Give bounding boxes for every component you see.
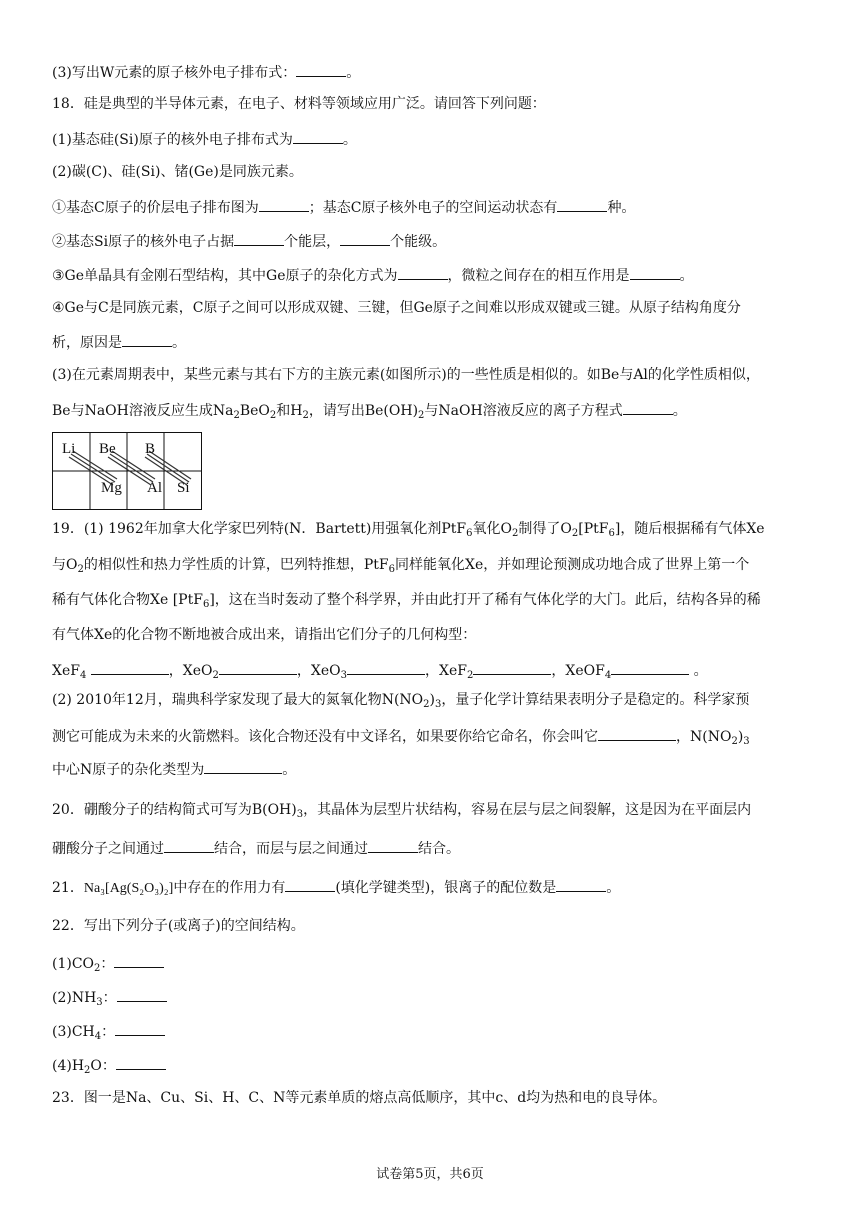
element-al: Al: [147, 480, 162, 496]
element-b: B: [145, 441, 156, 457]
periodic-table-figure: [52, 432, 202, 510]
page-footer: 试卷第5页，共6页: [376, 1167, 484, 1182]
q18-part2c: ③Ge单晶具有金刚石型结构，其中Ge原子的杂化方式为 ，微粒之间存在的相互作用是 。: [52, 264, 812, 286]
answer-blank[interactable]: [296, 61, 346, 77]
q18-part2: (2)碳(C)、硅(Si)、锗(Ge)是同族元素。: [52, 164, 303, 180]
q19-line8: 中心N原子的杂化类型为 。: [52, 758, 812, 780]
q17-part3: (3)写出W元素的原子核外电子排布式： 。: [52, 61, 812, 83]
q19-line5: XeF$_4$ ，XeO$_2$ ，XeO$_3$ ，XeF$_2$ ，XeOF$_4$ 。: [52, 659, 812, 681]
q23-line: 23．图一是Na、Cu、Si、H、C、N等元素单质的熔点高低顺序，其中c、d均为热和电的良导体。: [52, 1090, 667, 1106]
answer-blank[interactable]: [623, 399, 673, 415]
element-li: Li: [62, 441, 76, 457]
answer-blank-hybridization[interactable]: [204, 758, 282, 774]
answer-blank[interactable]: [259, 196, 309, 212]
element-si: Si: [177, 480, 190, 496]
answer-blank[interactable]: [285, 876, 335, 892]
q19-line2: 与$O_2$的相似性和热力学性质的计算，巴列特推想，PtF$_6$同样能氧化Xe，并如理论预测成功地合成了世界上第一个: [52, 557, 750, 575]
q19-line1: 19．(1) 1962年加拿大化学家巴列特(N．Bartett)用强氧化剂PtF$_6$氧化$O_2$制得了$O_2[PtF_6]$，随后根据稀有气体Xe: [52, 521, 765, 539]
answer-blank-xeof4[interactable]: [611, 659, 689, 675]
q18-part2d-line2: 析，原因是 。: [52, 331, 812, 353]
q19-line3: 稀有气体化合物Xe [PtF$_6$]，这在当时轰动了整个科学界，并由此打开了稀有气体化学的大门。此后，结构各异的稀: [52, 592, 761, 610]
answer-blank[interactable]: [368, 837, 418, 853]
answer-blank[interactable]: [164, 837, 214, 853]
answer-blank[interactable]: [114, 952, 164, 968]
q21-line: 21．Na₃[Ag(S₂O₃)₂]中存在的作用力有 (填化学键类型)，银离子的配位数是 。: [52, 876, 812, 899]
answer-blank[interactable]: [398, 264, 448, 280]
answer-blank[interactable]: [115, 1020, 165, 1036]
answer-blank-xef2[interactable]: [473, 659, 551, 675]
answer-blank[interactable]: [556, 876, 606, 892]
answer-blank[interactable]: [293, 128, 343, 144]
element-be: Be: [99, 441, 116, 457]
answer-blank[interactable]: [557, 196, 607, 212]
q18-part3-line1: (3)在元素周期表中，某些元素与其右下方的主族元素(如图所示)的一些性质是相似的。如Be与Al的化学性质相似，: [52, 367, 760, 383]
q19-line4: 有气体Xe的化合物不断地被合成出来，请指出它们分子的几何构型：: [52, 627, 477, 643]
answer-blank-xef4[interactable]: [91, 659, 169, 675]
q18-part2d-line1: ④Ge与C是同族元素，C原子之间可以形成双键、三键，但Ge原子之间难以形成双键或三键。从原子结构角度分: [52, 300, 741, 316]
q18-part2a: ①基态C原子的价层电子排布图为 ；基态C原子核外电子的空间运动状态有 种。: [52, 196, 812, 218]
q19-line6: (2) 2010年12月，瑞典科学家发现了最大的氮氧化物$N(NO_2)_3$，量子化学计算结果表明分子是稳定的。科学家预: [52, 692, 750, 710]
q22-intro: 22．写出下列分子(或离子)的空间结构。: [52, 918, 305, 934]
answer-blank[interactable]: [340, 230, 390, 246]
q22-item1: $(1)CO_2$：: [52, 952, 812, 974]
sodium-silver-thiosulfate-formula: Na₃[Ag(S₂O₃)₂]: [83, 881, 174, 896]
q22-item2: $(2)NH_3$：: [52, 986, 812, 1008]
answer-blank-name[interactable]: [598, 725, 676, 741]
q22-item3: $(3)CH_4$：: [52, 1020, 812, 1042]
q20-line1: 20．硼酸分子的结构简式可写为$B(OH)_3$，其晶体为层型片状结构，容易在层与层之间裂解，这是因为在平面层内: [52, 802, 752, 820]
answer-blank[interactable]: [630, 264, 680, 280]
answer-blank[interactable]: [117, 986, 167, 1002]
answer-blank[interactable]: [116, 1054, 166, 1070]
q22-item4: $(4)H_2O$：: [52, 1054, 812, 1076]
answer-blank[interactable]: [234, 230, 284, 246]
element-mg: Mg: [101, 480, 122, 496]
answer-blank[interactable]: [122, 331, 172, 347]
answer-blank-xeo2[interactable]: [219, 659, 297, 675]
q19-line7: 测它可能成为未来的火箭燃料。该化合物还没有中文译名，如果要你给它命名，你会叫它 ，$N(NO_2)_3$: [52, 725, 812, 747]
q18-part1: (1)基态硅(Si)原子的核外电子排布式为 。: [52, 128, 812, 150]
answer-blank-xeo3[interactable]: [347, 659, 425, 675]
q18-part3-line2: Be与NaOH溶液反应生成$Na_2BeO_2$和$H_2$，请写出$Be(OH)_2$与NaOH溶液反应的离子方程式 。: [52, 399, 812, 421]
q18-part2b: ②基态Si原子的核外电子占据 个能层， 个能级。: [52, 230, 812, 252]
q20-line2: 硼酸分子之间通过 结合，而层与层之间通过 结合。: [52, 837, 812, 859]
q18-intro: 18．硅是典型的半导体元素，在电子、材料等领域应用广泛。请回答下列问题：: [52, 96, 546, 112]
